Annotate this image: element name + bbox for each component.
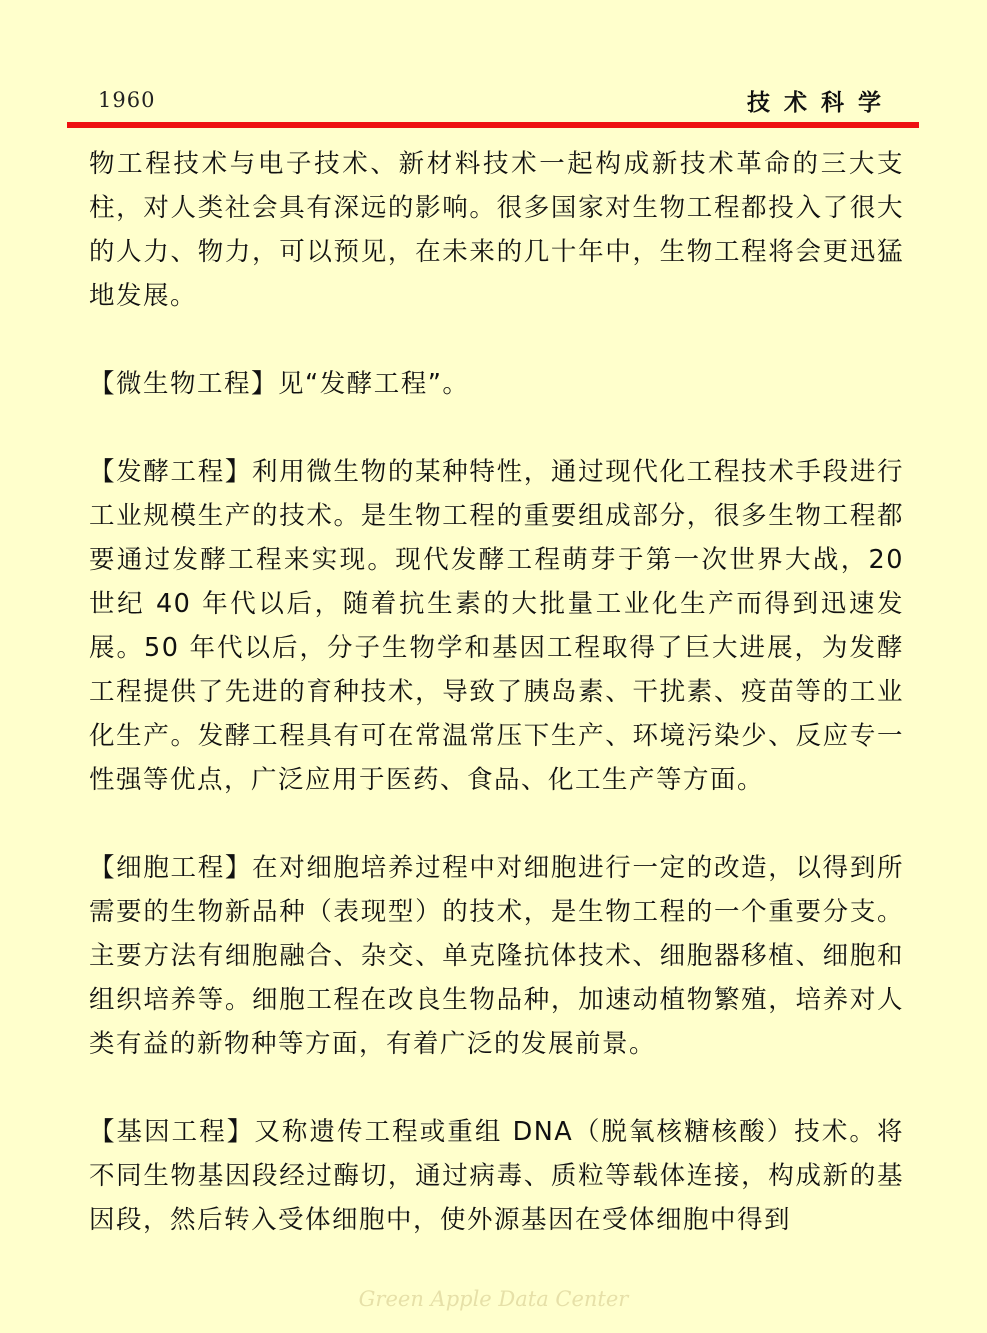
running-title: 技术科学 [747,90,895,116]
entry-genetic-engineering: 【基因工程】又称遗传工程或重组 DNA（脱氧核糖核酸）技术。将不同生物基因段经过酶切，通过病毒、质粒等载体连接，构成新的基因段，然后转入受体细胞中，使外源基因在受体细胞中得到 [89,1117,904,1235]
entry-fermentation-engineering: 【发酵工程】利用微生物的某种特性，通过现代化工程技术手段进行工业规模生产的技术。是生物工程的重要组成部分，很多生物工程都要通过发酵工程来实现。现代发酵工程萌芽于第一次世界大战，20 世纪 40 年代以后，随着抗生素的大批量工业化生产而得到迅速发展。50 年代以后，分子生物学和基因工程取得了巨大进展，为发酵工程提供了先进的育种技术，导致了胰岛素、干扰素、疫苗等的工业化生产。发酵工程具有可在常温常压下生产、环境污染少、反应专一性强等优点，广泛应用于医药、食品、化工生产等方面。 [89,457,904,795]
watermark: Green Apple Data Center [358,1287,629,1311]
entry-cell-engineering: 【细胞工程】在对细胞培养过程中对细胞进行一定的改造，以得到所需要的生物新品种（表现型）的技术，是生物工程的一个重要分支。主要方法有细胞融合、杂交、单克隆抗体技术、细胞器移植、细胞和组织培养等。细胞工程在改良生物品种，加速动植物繁殖，培养对人类有益的新物种等方面，有着广泛的发展前景。 [89,853,904,1059]
page-number: 1960 [98,88,156,112]
paragraph-biotech-continuation: 物工程技术与电子技术、新材料技术一起构成新技术革命的三大支柱，对人类社会具有深远的影响。很多国家对生物工程都投入了很大的人力、物力，可以预见，在未来的几十年中，生物工程将会更迅猛地发展。 [89,149,904,311]
entry-microbial-engineering: 【微生物工程】见“发酵工程”。 [89,369,470,399]
header-rule [67,122,919,128]
page-body [89,142,904,1242]
